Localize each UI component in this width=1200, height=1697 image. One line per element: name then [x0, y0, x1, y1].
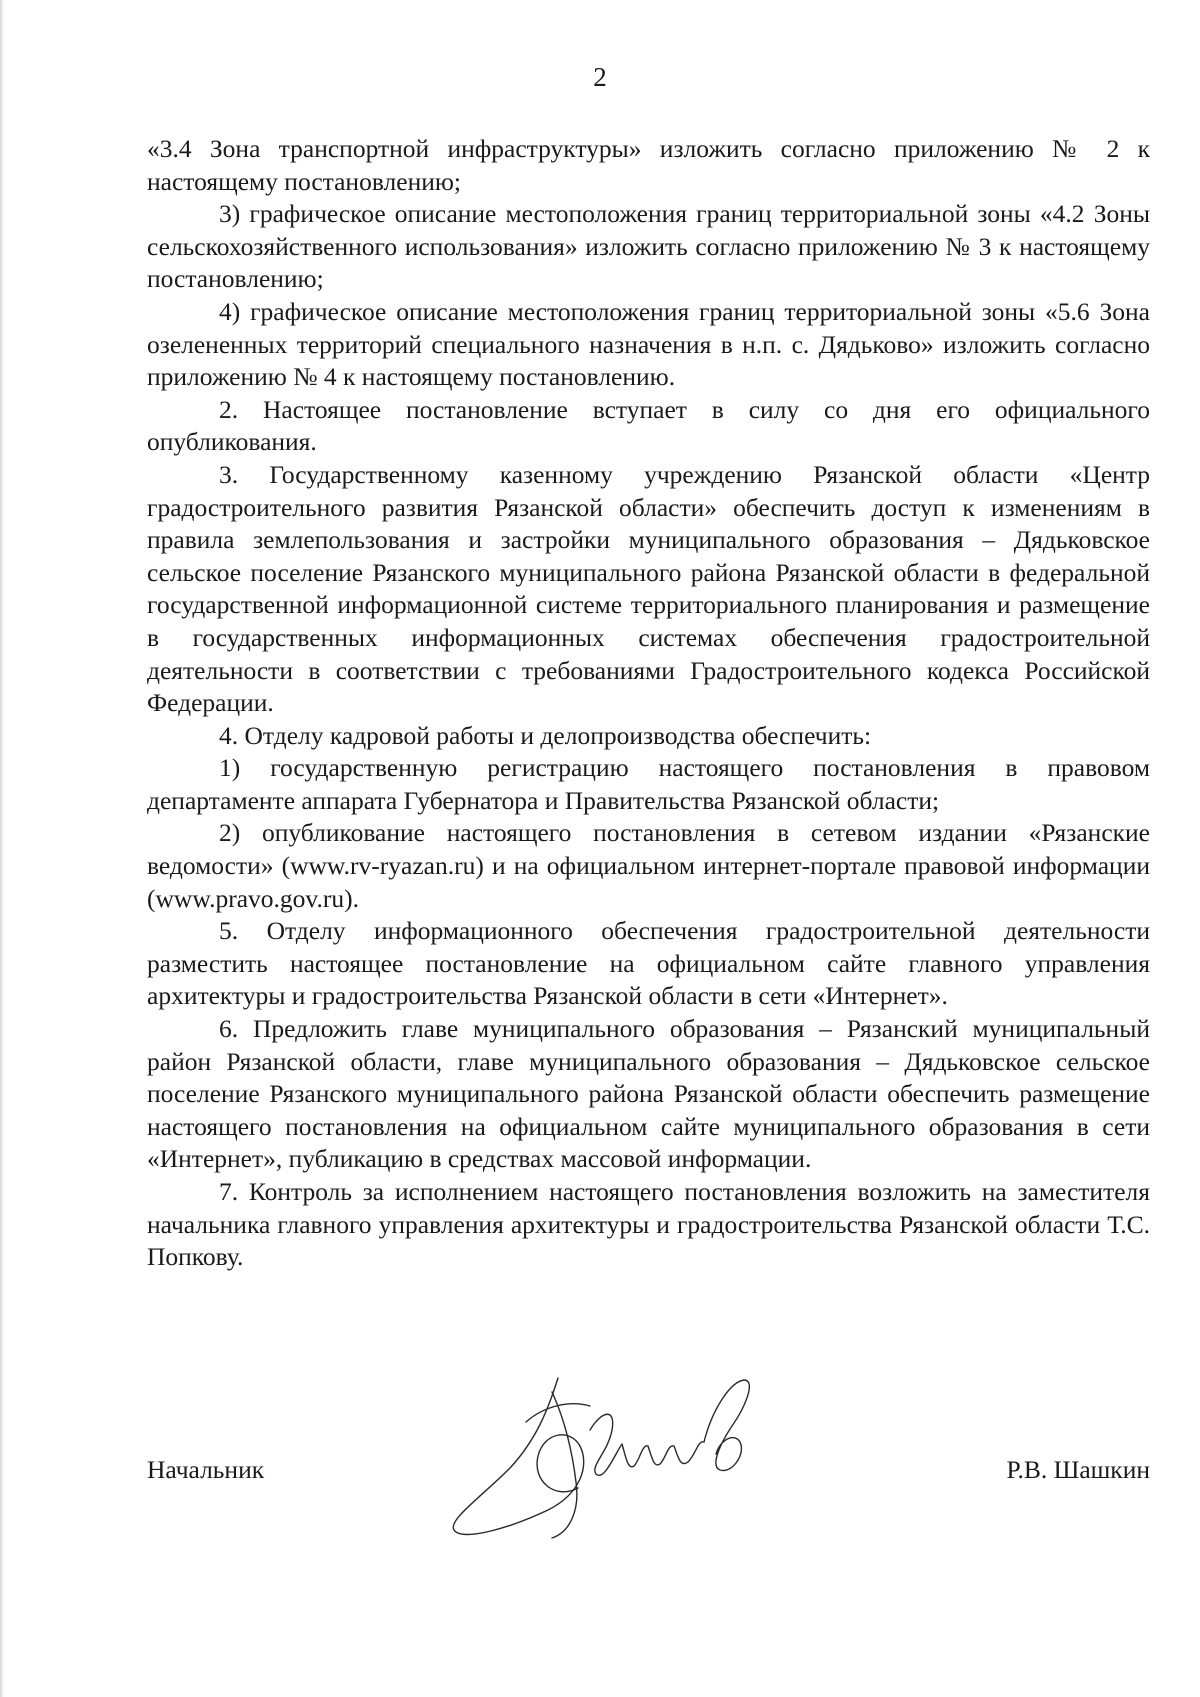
paragraph-zone-3-4: «3.4 Зона транспортной инфраструктуры» изложить согласно приложению № 2 к настоящему постановлению; — [147, 134, 1150, 196]
paragraph-5-website: 5. Отделу информационного обеспечения градостроительной деятельности разместить настоящее постановление на официальном сайте главного управления архитектуры и градостроительства Рязанской области в сети «Интернет». — [147, 916, 1150, 1011]
handwritten-signature — [440, 1370, 770, 1550]
paragraph-item-4-zone-5-6: 4) графическое описание местоположения границ территориальной зоны «5.6 Зона озелененных территорий специального назначения в н.п. с. Дядьково» изложить согласно приложению № 4 к настоящему постановлению. — [147, 296, 1150, 392]
page-edge — [0, 0, 4, 1697]
paragraph-4-2-publication: 2) опубликование настоящего постановления в сетевом издании «Рязанские ведомости» (www.rv-ryazan.ru) и на официальном интернет-портале правовой информации (www.pravo.gov.ru). — [147, 818, 1150, 913]
signatory-title: Начальник — [147, 1455, 265, 1484]
paragraph-7-control: 7. Контроль за исполнением настоящего постановления возложить на заместителя начальника главного управления архитектуры и градостроительства Рязанской области Т.С. Попкову. — [147, 1177, 1150, 1272]
paragraph-3-access: 3. Государственному казенному учреждению Рязанской области «Центр градостроительного развития Рязанской области» обеспечить доступ к изменениям в правила землепользования и застройки муниципального образования – Дядьковское сельское поселение Рязанского муниципального района Рязанской области в федеральной государственной информационной системе территориального планирования и размещение в государственных информационных системах обеспечения градостроительной деятельности в соответствии с требованиями Градостроительного кодекса Российской Федерации. — [147, 459, 1150, 718]
paragraph-4-1-registration: 1) государственную регистрацию настоящего постановления в правовом департаменте аппарата Губернатора и Правительства Рязанской области; — [147, 753, 1150, 815]
paragraph-2-effective-date: 2. Настоящее постановление вступает в силу со дня его официального опубликования. — [147, 394, 1150, 457]
paragraph-4-hr-department: 4. Отделу кадровой работы и делопроизводства обеспечить: — [219, 720, 872, 750]
page-number: 2 — [593, 62, 607, 92]
signatory-name: Р.В. Шашкин — [1006, 1455, 1150, 1484]
paragraph-6-municipal: 6. Предложить главе муниципального образования – Рязанский муниципальный район Рязанской области, главе муниципального образования – Дядьковское сельское поселение Рязанского муниципального района Рязанской области обеспечить размещение настоящего постановления на официальном сайте муниципального образования в сети «Интернет», публикацию в средствах массовой информации. — [147, 1014, 1150, 1174]
document-body — [147, 133, 1150, 1274]
paragraph-item-3-zone-4-2: 3) графическое описание местоположения границ территориальной зоны «4.2 Зоны сельскохозяйственного использования» изложить согласно приложению № 3 к настоящему постановлению; — [147, 199, 1150, 294]
